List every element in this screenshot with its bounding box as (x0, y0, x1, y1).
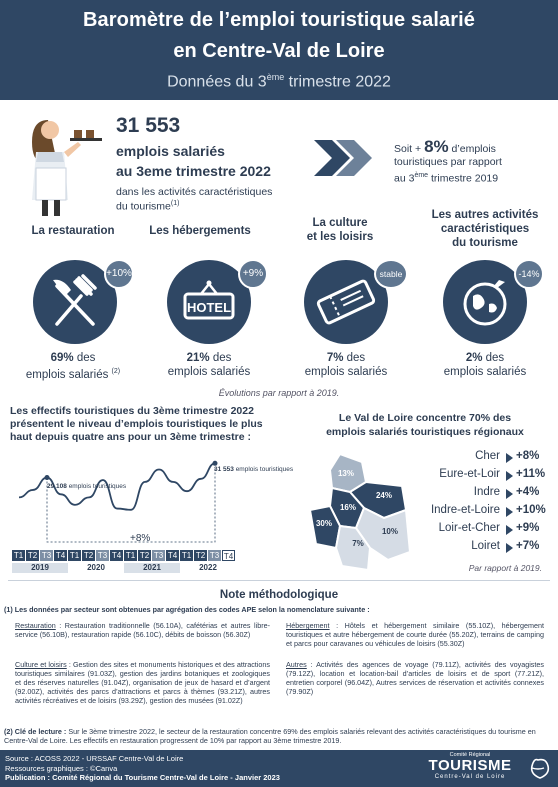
quarter-cell: T4 (111, 551, 122, 560)
share-line2: emplois salariés (304, 366, 388, 378)
restauration-badge: +10% (104, 259, 134, 289)
map-label: 30% (315, 519, 333, 528)
footer-resources: Ressources graphiques : ©Canva (5, 763, 118, 773)
footer-publication-text: : Comité Régional du Tourisme Centre-Val de Loire - Janvier 2023 (45, 773, 280, 782)
footer (0, 750, 558, 787)
total-jobs: 31 553 (116, 114, 181, 137)
share-des: des (209, 352, 232, 364)
resto-head: Restauration (15, 621, 56, 630)
title-line-1: Baromètre de l’emploi touristique salarié (83, 9, 475, 31)
point2-head: (2) Clé de lecture : (4, 727, 69, 736)
map-label: 13% (337, 469, 355, 478)
quarter-cell: T2 (195, 551, 206, 560)
region-note: Par rapport à 2019. (468, 563, 542, 573)
quarter-cell: T4 (223, 552, 234, 561)
growth-summary (394, 137, 544, 186)
start-point (45, 475, 50, 480)
share-pct: 2% (465, 352, 483, 364)
tourisme-logo (420, 752, 520, 780)
department-list (408, 450, 548, 562)
year-row (12, 563, 236, 575)
culture-badge: stable (374, 259, 408, 289)
methodology-culture (15, 660, 270, 705)
arrow-right-icon (506, 525, 513, 535)
year-label: 2019 (12, 563, 68, 573)
department-row (408, 468, 548, 484)
quarter-cell: T1 (13, 551, 24, 560)
share-pct: 7% (326, 352, 344, 364)
year-label: 2022 (199, 563, 217, 572)
subtitle (0, 72, 558, 91)
share-pct: 21% (186, 352, 210, 364)
department-value: +10% (516, 504, 546, 516)
logo-top: Comité Régional (449, 752, 491, 758)
trend-title-1: Les effectifs touristiques du 3ème trimestre 2022 (10, 405, 254, 417)
department-name: Indre (473, 486, 500, 498)
sector-title-text: Les hébergements (149, 225, 251, 237)
department-value: +9% (516, 522, 540, 534)
start-annotation (47, 483, 126, 490)
sector-title-text: Les autres activités (431, 209, 539, 221)
sector-title-restauration (18, 224, 128, 238)
methodology-autres (286, 660, 544, 696)
share-des: des (482, 352, 505, 364)
year-label: 2021 (124, 563, 180, 573)
summary-line-4-text: du tourisme (116, 200, 171, 213)
department-name: Loiret (471, 540, 500, 552)
heberg-text: : Hôtels et hébergement similaire (55.10Z), hébergement touristiques et autre hébergement de courte durée (55.20Z), terrains de camping et parcs pour caravanes ou véhicules de loisirs (55.30Z) (286, 621, 544, 648)
year-label: 2020 (87, 563, 105, 572)
soit-pct: 8% (424, 137, 449, 156)
department-value: +4% (516, 486, 540, 498)
point2-text: Sur le 3ème trimestre 2022, le secteur de la restauration concentre 69% des emplois salariés relevant des activités caractéristiques du tourisme en Centre-Val de Loire. Les effectifs en restauration progressent de 10% par rapport au 3ème trimestre 2019. (4, 727, 536, 745)
share-des: des (73, 352, 96, 364)
culture-text: : Gestion des sites et monuments historiques et des attractions touristiques similaires (91.03Z), gestion des jardins botaniques et zoologiques et des réserves naturelles (91.04Z), organisation de jeux de hasard et d’argent (92.00Z), activités des parcs d’attractions et parcs à thèmes (93.21Z), autres activités récréatives et de loisirs (93.29Z), gestion des musées (91.02Z) (15, 660, 270, 705)
share-line2: emplois salariés (25, 368, 109, 381)
autres-head: Autres (286, 660, 307, 669)
methodology-point-2 (4, 727, 552, 745)
divider (8, 580, 550, 581)
summary-line-2: au 3eme trimestre 2022 (116, 163, 271, 179)
autres-badge: -14% (514, 259, 544, 289)
logo-emblem-icon (524, 756, 552, 780)
footnote-ref-1: (1) (170, 200, 180, 207)
map-label: 10% (381, 527, 399, 536)
culture-share (291, 351, 401, 379)
quarter-cell: T1 (125, 551, 136, 560)
subtitle-post: trimestre 2022 (284, 73, 391, 91)
end-value: 31 553 (214, 466, 234, 473)
department-row (408, 486, 548, 502)
department-name: Eure-et-Loir (439, 468, 500, 480)
soit-line3-pre: au 3 (394, 172, 415, 185)
svg-text:HOTEL: HOTEL (186, 300, 232, 315)
sector-title-text: et les loisirs (306, 231, 374, 243)
arrow-right-icon (506, 471, 513, 481)
subtitle-pre: Données du 3 (167, 73, 267, 91)
sector-title-text: caractéristiques (440, 223, 530, 235)
chevrons-icon (312, 138, 382, 178)
restauration-share (18, 351, 128, 382)
soit-post: d’emplois (448, 143, 496, 155)
department-row (408, 504, 548, 520)
methodology-restauration (15, 621, 270, 639)
quarter-cell: T2 (83, 551, 94, 560)
trend-line-chart (8, 446, 238, 550)
summary-line-1: emplois salariés (116, 143, 225, 159)
sector-title-text: du tourisme (452, 237, 518, 249)
subtitle-sup: ème (266, 72, 285, 82)
trend-title (10, 405, 300, 444)
quarter-cell: T2 (139, 551, 150, 560)
resto-text: : Restauration traditionnelle (56.10A), cafétérias et autres libre-service (56.10B), restauration rapide (56.10C), débits de boisson (56.30Z) (15, 621, 270, 639)
department-name: Loir-et-Cher (438, 522, 500, 534)
quarter-cell: T1 (69, 551, 80, 560)
sector-title-hebergements (145, 224, 255, 238)
region-title-2: emplois salariés touristiques régionaux (326, 426, 524, 438)
methodology-hebergement (286, 621, 544, 648)
region-title-1: Le Val de Loire concentre 70% des (338, 412, 512, 424)
start-label: emplois touristiques (66, 483, 127, 490)
evolutions-note: Évolutions par rapport à 2019. (218, 388, 340, 398)
region-title (300, 411, 550, 439)
methodology-title: Note méthodologique (219, 589, 339, 601)
department-value: +8% (516, 450, 540, 462)
trend-title-2: présentent le niveau d’emplois touristiques le plus (10, 418, 263, 430)
summary-line-3: dans les activités caractéristiques (116, 186, 273, 198)
heberg-head: Hébergement (286, 621, 330, 630)
department-value: +11% (516, 468, 546, 480)
share-pct: 69% (50, 352, 74, 364)
title-line-2: en Centre-Val de Loire (173, 40, 385, 62)
share-des: des (343, 352, 366, 364)
start-value: 29 108 (47, 483, 67, 490)
autres-share (430, 351, 540, 379)
soit-line-2: touristiques par rapport (394, 156, 502, 168)
footer-source: Source : ACOSS 2022 - URSSAF Centre-Val de Loire (5, 754, 184, 763)
department-row (408, 522, 548, 538)
sector-title-text: La restauration (31, 225, 115, 237)
quarter-cell: T3 (41, 551, 52, 560)
end-label: emplois touristiques (233, 466, 294, 473)
share-line2: emplois salariés (443, 366, 527, 378)
quarter-cell: T4 (55, 551, 66, 560)
quarter-cell: T2 (27, 551, 38, 560)
map-label: 24% (375, 491, 393, 500)
quarter-cell: T1 (181, 551, 192, 560)
soit-line3-sup: ème (414, 172, 429, 179)
map-label: 16% (339, 503, 357, 512)
autres-text: : Activités des agences de voyage (79.11Z), activités des voyagistes (79.12Z), location et location-bail d’articles de loisirs et de sport (77.21Z), entretien corporel (96.04Z), Autres services de réservation et activités connexes (79.90Z) (286, 660, 544, 696)
sector-title-autres (425, 208, 545, 250)
department-name: Cher (475, 450, 500, 462)
logo-main: TOURISME (428, 757, 512, 774)
hebergements-share (154, 351, 264, 379)
methodology-point-1: (1) Les données par secteur sont obtenues par agrégation des codes APE selon la nomenclature suivante : (4, 605, 370, 614)
culture-head: Culture et loisirs (15, 660, 67, 669)
map-label: 7% (352, 539, 364, 548)
sector-title-culture (285, 216, 395, 244)
header-banner (0, 0, 558, 100)
quarter-row (12, 550, 236, 561)
footer-publication-head: Publication (5, 773, 46, 782)
footnote-ref-2: (2) (111, 368, 121, 375)
end-annotation (214, 466, 293, 473)
sector-title-text: La culture (312, 217, 368, 229)
arrow-right-icon (506, 489, 513, 499)
quarter-cell: T3 (97, 551, 108, 560)
waiter-illustration (12, 108, 108, 220)
department-name: Indre-et-Loire (430, 504, 500, 516)
logo-sub: Centre-Val de Loire (434, 774, 506, 780)
soit-line3-post: trimestre 2019 (428, 172, 499, 185)
share-line2: emplois salariés (167, 366, 251, 378)
delta-label: +8% (130, 533, 151, 544)
hebergements-badge: +9% (238, 259, 268, 289)
arrow-right-icon (506, 507, 513, 517)
quarter-cell: T3 (209, 551, 220, 560)
quarter-cell: T4 (167, 551, 178, 560)
arrow-right-icon (506, 453, 513, 463)
soit-pre: Soit + (394, 143, 425, 155)
department-row (408, 450, 548, 466)
quarter-cell: T3 (153, 551, 164, 560)
summary-line-4 (116, 200, 179, 213)
department-row (408, 540, 548, 556)
arrow-right-icon (506, 543, 513, 553)
trend-title-3: haut depuis quatre ans pour un 3ème trimestre : (10, 431, 251, 443)
department-value: +7% (516, 540, 540, 552)
footer-credits (5, 754, 280, 783)
